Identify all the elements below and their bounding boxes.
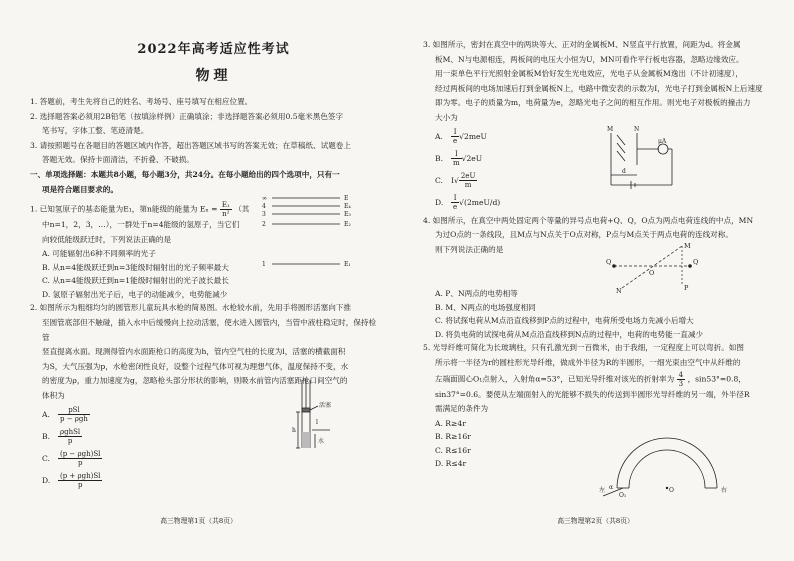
section-heading-cont: 项是符合题目要求的。 [42, 184, 118, 194]
q5-option-c: C. R≤16r [435, 445, 471, 455]
level-1: 1 [262, 261, 266, 268]
label-d: d [622, 168, 626, 175]
footer-left: 高三物理第1页（共8页） [160, 517, 237, 525]
q3-line-5: 即为零。电子的质量为m，电荷量为e，忽略光电子之间的相互作用。则光电子对极板的撞击力 [435, 98, 751, 108]
label-m: M [684, 242, 691, 250]
q4-option-a: A. P、N两点的电势相等 [435, 289, 518, 299]
label-right-end: 右 [721, 487, 728, 494]
energy-inf: E [344, 195, 349, 202]
label-o1: O₁ [619, 492, 627, 499]
q5-line-2: 所示将一半径为r的圆柱形光导纤维，做成外半径为R的半圆形，一细光束由空气中从纤维的 [435, 357, 741, 367]
q1-stem-3: 向较低能级跃迁时，下列说法正确的是 [42, 234, 172, 244]
level-inf: ∞ [262, 195, 267, 202]
q4-option-b: B. M、N两点的电场强度相同 [435, 302, 536, 312]
label-center-o: O [669, 487, 674, 494]
label-charge-right: Q [693, 258, 699, 266]
q3-option-a: A. $\frac{I}{e}$ √2meU [435, 128, 487, 146]
note-2: 2. 选择题答案必须用2B铅笔（按填涂样例）正确填涂；非选择题答案必须用0.5毫米黑色签字 [30, 111, 344, 121]
q5-line-5: 需满足的条件为 [435, 404, 489, 414]
energy-level-diagram [260, 192, 370, 272]
q3-option-c: C. I√ $\frac{2eU}{m}$ [435, 172, 476, 190]
q2-line-3: 竖直提离水面。现测得管内水面距枪口的高度为h，管内空气柱的长度为l，活塞的横截面积 [42, 347, 346, 357]
q1-stem: 1. 已知氢原子的基态能量为E₁，第n能级的能量为 Eₙ = $\frac{\text{E₁}}{\text{n²}}$ （其 [30, 201, 250, 219]
level-4: 4 [262, 203, 266, 210]
label-o: O [649, 269, 655, 277]
q2-line-4: 为S，大气压强为p，水枪密闭性良好，设整个过程气体可视为理想气体，温度保持不变，水 [42, 361, 349, 371]
water-gun-diagram [290, 378, 350, 458]
q4-option-c: C. 将试探电荷从M点沿直线移到P点的过程中，电荷所受电场力先减小后增大 [435, 316, 694, 326]
level-3: 3 [262, 211, 266, 218]
q5-option-a: A. R≥4r [435, 418, 466, 428]
q1-option-d: D. 氢原子辐射出光子后，电子的动能减少，电势能减少 [42, 289, 228, 299]
q1-stem-2: 中n=1，2，3，…），一群处于n=4能级的氢原子，当它们 [42, 220, 240, 230]
q5-option-b: B. R≥16r [435, 432, 471, 442]
q3-line-4: 经过两板间的电场加速后打到金属板N上，电路中微安表的示数为I，光电子打到金属板N上后速度 [435, 83, 763, 93]
label-p: P [684, 284, 689, 292]
q2-option-c: C. $\frac{\text{(p − ρgh)Sl}}{p}$ [42, 450, 101, 467]
label-plate-n: N [634, 126, 640, 133]
photoelectric-circuit-diagram [597, 125, 687, 195]
q4-line-2: 为过O点的一条线段，且M点与N点关于O点对称，P点与M点关于两点电荷的连线对称。 [435, 230, 733, 240]
label-alpha: α [609, 484, 614, 491]
q3-line-3: 用一束单色平行光照射金属板M恰好发生光电效应，光电子从金属板M逸出（不计初速度）， [435, 69, 743, 79]
q2-option-d: D. $\frac{\text{(p + ρgh)Sl}}{p}$ [42, 472, 101, 489]
label-n: N [616, 287, 622, 295]
optical-fiber-diagram [597, 430, 737, 500]
q1-option-a: A. 可能辐射出6种不同频率的光子 [42, 249, 156, 259]
point-charges-diagram [592, 240, 712, 295]
q3-option-b: B. $\frac{I}{m}$ √2eU [435, 150, 483, 168]
q1-option-b: B. 从n=4能级跃迁到n=3能级时辐射出的光子频率最大 [42, 262, 229, 272]
exam-title: 2022年高考适应性考试 [137, 42, 290, 57]
footer-right: 高三物理第2页（共8页） [557, 517, 634, 525]
energy-2: E₂ [344, 221, 351, 228]
q3-line-2: 板M、N与电源相连，两板间的电压大小恒为U，MN可看作平行板电容器，忽略边缘效应。 [435, 54, 744, 64]
q2-option-b: B. $\frac{\text{ρghSl}}{p}$ [42, 428, 81, 445]
label-h: h [292, 427, 296, 434]
q3-line-6: 大小为 [435, 112, 458, 122]
label-charge-left: Q [606, 258, 612, 266]
page-right [397, 0, 794, 561]
section-heading: 一、单项选择题：本题共8小题，每小题3分，共24分。在每小题给出的四个选项中，只有一 [30, 169, 340, 179]
q5-line-1: 5. 光导纤维可简化为长玻璃柱，只有孔激光到一百微米，由于我细，一定程度上可以弯折。如图 [423, 343, 744, 353]
energy-4: E₄ [344, 203, 351, 210]
q2-line-5: 的密度为ρ，重力加速度为g，忽略枪头部分形状的影响，则吸水前管内活塞距枪口间空气的 [42, 376, 348, 386]
q2-line-1: 2. 如图所示为粗细均匀的圆管形儿童玩具水枪的简易图。水枪较水前，先用手将圆形活塞向下推 [30, 303, 351, 313]
q5-line-3: 左端面圆心O₁点射入，入射角α=53°，已知光导纤维对该光的折射率为 $\frac{4}{3}$ ，sin53°=0.8， [435, 370, 746, 388]
label-water: 水 [318, 438, 325, 445]
energy-1: E₁ [344, 261, 351, 268]
q1-option-c: C. 从n=4能级跃迁到n=1能级时辐射出的光子波长最长 [42, 276, 229, 286]
q2-option-a: A. $\frac{\text{pSl}}{\text{p − ρgh}}$ [42, 406, 88, 423]
q3-option-d: D. $\frac{I}{e}$ √(2meU/d) [435, 194, 501, 212]
q3-line-1: 3. 如图所示，密封在真空中的两块等大、正对的金属板M、N竖直平行放置，间距为d。将金属 [423, 40, 741, 49]
q5-option-d: D. R≤4r [435, 459, 467, 469]
energy-3: E₃ [344, 211, 351, 218]
q5-line-4: sin37°=0.6。要使从左端面射入的光能够不损失的传送到半圆形光导纤维的另一端，外半径R [435, 389, 750, 399]
q4-line-3: 则下列说法正确的是 [435, 244, 504, 254]
exam-subject: 物理 [195, 68, 232, 84]
q4-line-1: 4. 如图所示，在真空中两处固定两个等量的异号点电荷+Q、Q，O点为两点电荷连线的中点，MN [423, 215, 754, 225]
label-plate-m: M [607, 126, 614, 133]
note-3-cont: 答题无效。保持卡面清洁，不折叠、不破损。 [42, 155, 194, 165]
label-left-end: 左 [599, 487, 606, 494]
note-1: 1. 答题前，考生先将自己的姓名、考场号、座号填写在相应位置。 [30, 97, 253, 106]
label-microammeter: μA [658, 138, 667, 145]
label-piston: 活塞 [319, 402, 332, 409]
q4-option-d: D. 将负电荷的试探电荷从M点沿直线移到N点的过程中，电荷的电势能一直减少 [435, 329, 704, 339]
q2-line-2: 至圆管底部但不触碰，插入水中后缓慢向上拉动活塞，使水进入圆管内，当管中液柱稳定时，保持检管 [42, 317, 377, 342]
q2-line-6: 体积为 [42, 390, 65, 400]
level-2: 2 [262, 221, 266, 228]
note-2-cont: 笔书写，字体工整、笔迹清楚。 [42, 126, 149, 136]
note-3: 3. 请按照题号在各题目的答题区域内作答，超出答题区域书写的答案无效；在草稿纸、试题卷上 [30, 140, 351, 150]
label-l: l [316, 419, 318, 426]
